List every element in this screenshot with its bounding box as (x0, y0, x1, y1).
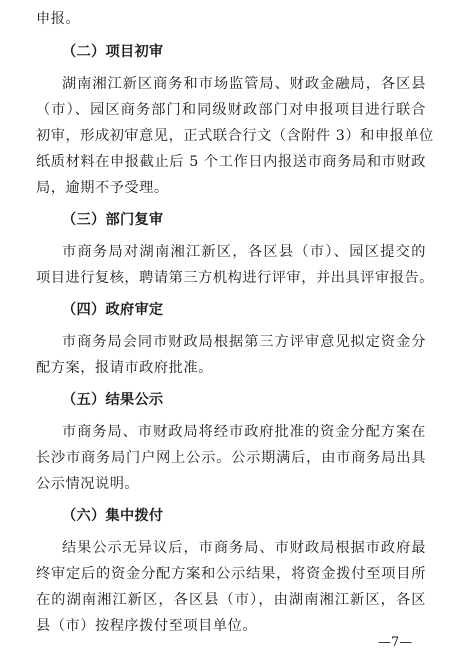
paragraph-line: 项目进行复核，聘请第三方机构进行评审，并出具评审报告。 (36, 270, 434, 286)
paragraph-line: 局，逾期不予受理。 (36, 180, 169, 196)
paragraph-line: 终审定后的资金分配方案和公示结果，将资金拨付至项目所 (36, 566, 426, 582)
section-heading-department-review: （三）部门复审 (62, 212, 164, 228)
paragraph-line: 在的湖南湘江新区，各区县（市），由湖南湘江新区，各区 (36, 592, 426, 608)
paragraph-line: 市商务局会同市财政局根据第三方评审意见拟定资金分 (62, 334, 426, 350)
paragraph-line: 结果公示无异议后，市商务局、市财政局根据市政府最 (62, 540, 426, 556)
paragraph-line: 公示情况说明。 (36, 476, 140, 492)
paragraph-line: 长沙市商务局门户网上公示。公示期满后，由市商务局出具 (36, 450, 426, 466)
paragraph-line: 县（市）按程序拨付至项目单位。 (36, 618, 258, 634)
paragraph-line: 湖南湘江新区商务和市场监管局、财政金融局，各区县 (62, 76, 426, 92)
section-heading-centralized-disbursement: （六）集中拨付 (62, 508, 164, 524)
paragraph-line: 纸质材料在申报截止后 5 个工作日内报送市商务局和市财政 (36, 154, 426, 170)
section-heading-preliminary-review: （二）项目初审 (62, 44, 164, 60)
section-heading-government-approval: （四）政府审定 (62, 302, 164, 318)
paragraph-line: 市商务局对湖南湘江新区，各区县（市）、园区提交的 (62, 244, 426, 260)
paragraph-line: 配方案，报请市政府批准。 (36, 360, 213, 376)
paragraph-line: 市商务局、市财政局将经市政府批准的资金分配方案在 (62, 424, 426, 440)
section-heading-result-publicity: （五）结果公示 (62, 392, 164, 408)
paragraph-line: 初审，形成初审意见，正式联合行文（含附件 3）和申报单位 (36, 128, 434, 144)
paragraph-line: （市）、园区商务部门和同级财政部门对申报项目进行联合 (36, 102, 426, 118)
paragraph-continuation: 申报。 (36, 11, 81, 27)
page-number: —7— (378, 635, 413, 650)
